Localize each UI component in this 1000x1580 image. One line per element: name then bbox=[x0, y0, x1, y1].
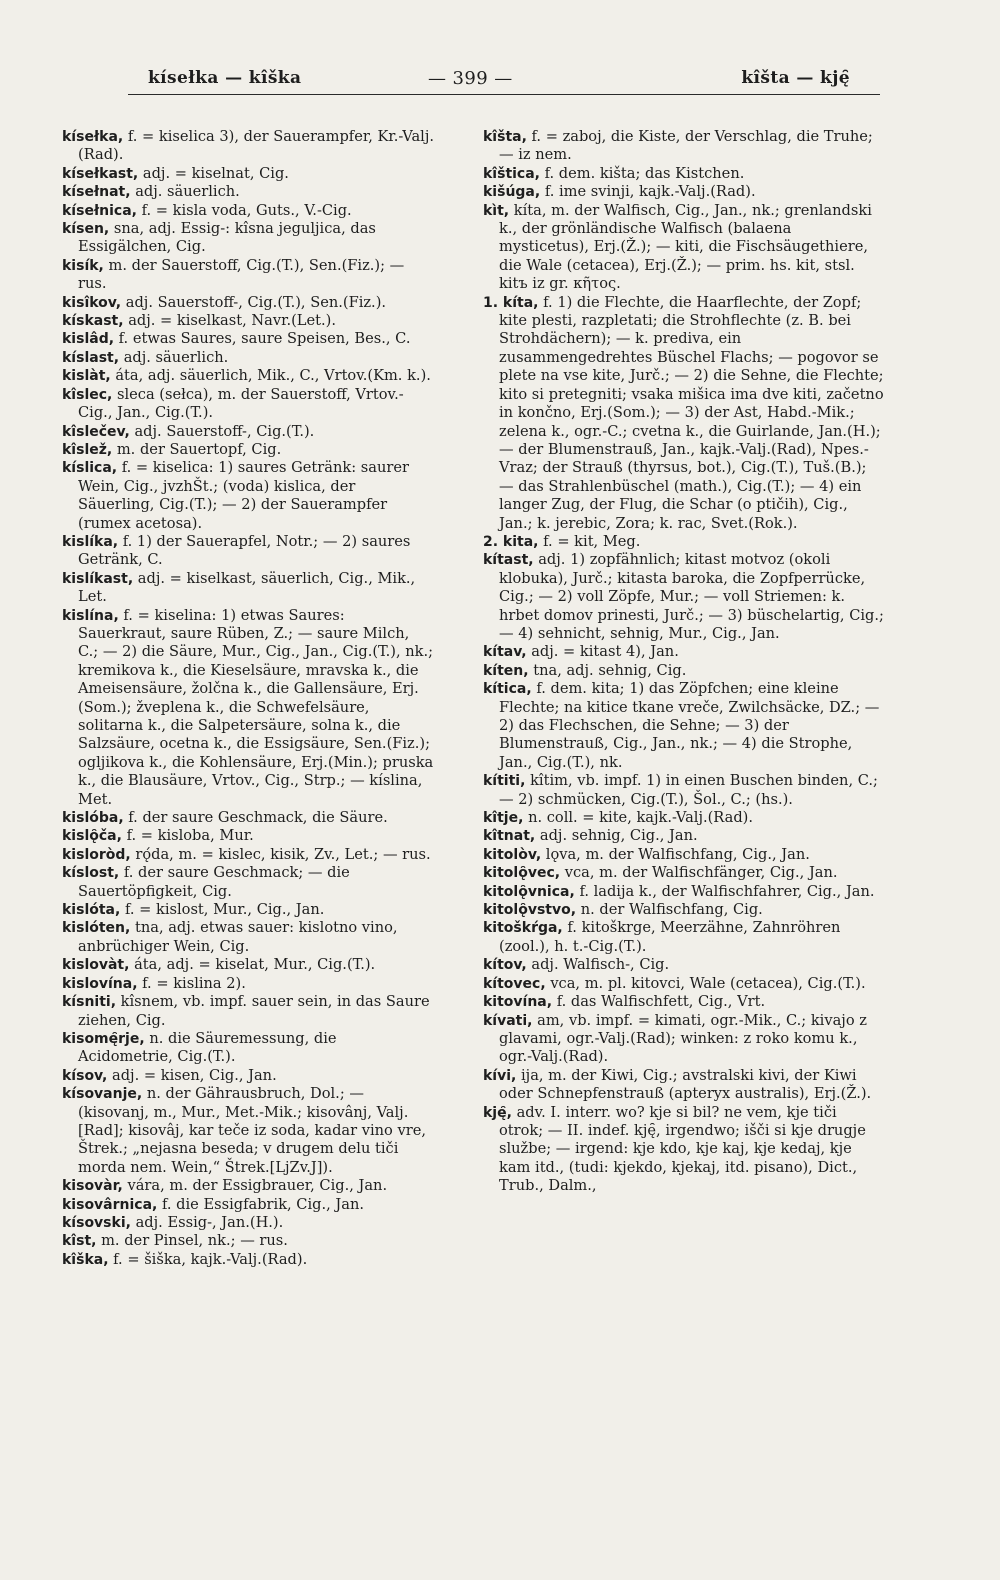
left-column bbox=[62, 128, 434, 1269]
dictionary-entry bbox=[483, 846, 885, 864]
dictionary-entry bbox=[62, 386, 434, 423]
entry-headword: 2. kita, bbox=[483, 533, 539, 550]
page-header bbox=[128, 64, 880, 95]
dictionary-entry bbox=[483, 975, 885, 993]
entry-definition: adj. säuerlich. bbox=[135, 183, 240, 201]
dictionary-entry bbox=[483, 1104, 885, 1196]
entry-headword: kislóten, bbox=[62, 920, 131, 937]
entry-definition: f. = kisloba, Mur. bbox=[126, 827, 254, 845]
entry-headword: kísovski, bbox=[62, 1214, 131, 1231]
entry-definition: f. = kislina 2). bbox=[142, 974, 246, 992]
entry-headword: kíslica, bbox=[62, 460, 118, 477]
entry-definition: adj. säuerlich. bbox=[123, 348, 229, 366]
dictionary-entry bbox=[62, 975, 434, 993]
entry-definition: f. = kit, Meg. bbox=[543, 532, 641, 550]
entry-headword: kitolǫ̑vnica, bbox=[483, 883, 575, 900]
entry-definition: lǫva, m. der Walfischfang, Cig., Jan. bbox=[545, 845, 810, 863]
entry-headword: kitolòv, bbox=[483, 846, 542, 863]
entry-headword: kísełka, bbox=[62, 129, 124, 145]
entry-definition: m. der Sauertopf, Cig. bbox=[116, 440, 282, 458]
dictionary-entry bbox=[62, 533, 434, 570]
entry-definition: f. = kiselica 3), der Sauerampfer, Kr.-Valj.(Rad). bbox=[78, 128, 435, 164]
dictionary-entry bbox=[62, 294, 434, 312]
entry-definition: f. ladija k., der Walfischfahrer, Cig., Jan. bbox=[579, 882, 875, 900]
entry-definition: f. der saure Geschmack, die Säure. bbox=[128, 809, 388, 827]
entry-headword: kîst, bbox=[62, 1233, 97, 1250]
entry-headword: kislíkast, bbox=[62, 570, 134, 587]
entry-definition: f. das Walfischfett, Cig., Vrt. bbox=[556, 993, 766, 1011]
entry-headword: kislovàt, bbox=[62, 957, 130, 974]
dictionary-entry bbox=[483, 864, 885, 882]
entry-definition: m. der Pinsel, nk.; — rus. bbox=[101, 1232, 288, 1250]
entry-definition: adj. = kiselnat, Cig. bbox=[142, 164, 289, 182]
dictionary-entry bbox=[483, 883, 885, 901]
dictionary-entry bbox=[483, 993, 885, 1011]
dictionary-entry bbox=[62, 165, 434, 183]
entry-definition: adj. Sauerstoff-, Cig.(T.), Sen.(Fiz.). bbox=[125, 293, 387, 311]
entry-definition: adj. Walfisch-, Cig. bbox=[531, 956, 670, 974]
entry-headword: kîslež, bbox=[62, 441, 113, 458]
entry-headword: kísov, bbox=[62, 1067, 108, 1084]
entry-headword: kislína, bbox=[62, 607, 119, 624]
entry-headword: kísniti, bbox=[62, 994, 117, 1011]
entry-definition: adv. I. interr. wo? kje si bil? ne vem, kje tiči otrok; — II. indef. kję̑, irgendwo; išči si kje drugje službe; — irgend: kje kdo, kje kaj, kje kedaj, kje kam itd., (tudi: kjekdo, kjekaj, itd. pisano), Dict., Trub., Dalm., bbox=[499, 1103, 866, 1195]
entry-headword: kítast, bbox=[483, 552, 534, 569]
entry-headword: kislíka, bbox=[62, 533, 119, 550]
entry-definition: f. dem. kišta; das Kistchen. bbox=[544, 164, 745, 182]
dictionary-entry bbox=[62, 312, 434, 330]
entry-definition: f. = kisla voda, Guts., V.-Cig. bbox=[141, 201, 352, 219]
entry-headword: kívi, bbox=[483, 1067, 517, 1084]
entry-definition: f. = kiselina: 1) etwas Saures: Sauerkraut, saure Rüben, Z.; — saure Milch, C.; — 2) die Säure, Mur., Cig., Jan., Cig.(T.), nk.; kremikova k., die Kieselsäure, mravska k., die Ameisensäure, žolčna k., die Gallensäure, Erj.(Som.); žveplena k., die Schwefelsäure, solitarna k., die Salpetersäure, solna k., die Salzsäure, ocetna k., die Essigsäure, Sen.(Fiz.); ogljikova k., die Kohlensäure, Erj.(Min.); pruska k., die Blausäure, Vrtov., Cig., Strp.; — kíslina, Met. bbox=[78, 606, 434, 808]
entry-definition: f. ime svinji, kajk.-Valj.(Rad). bbox=[544, 183, 756, 201]
entry-definition: f. etwas Saures, saure Speisen, Bes., C. bbox=[118, 330, 411, 348]
dictionary-entry bbox=[483, 643, 885, 661]
entry-headword: kítica, bbox=[483, 681, 532, 698]
entry-definition: áta, adj. = kiselat, Mur., Cig.(T.). bbox=[134, 956, 376, 974]
entry-headword: kitovína, bbox=[483, 994, 553, 1011]
entry-definition: ija, m. der Kiwi, Cig.; avstralski kivi, der Kiwi oder Schnepfenstrauß (apteryx australis), Erj.(Ž.). bbox=[499, 1066, 872, 1103]
entry-definition: n. coll. = kite, kajk.-Valj.(Rad). bbox=[528, 809, 754, 827]
entry-headword: kisîkov, bbox=[62, 294, 122, 311]
dictionary-entry bbox=[62, 919, 434, 956]
dictionary-entry bbox=[483, 128, 885, 165]
entry-definition: adj. = kiselkast, säuerlich, Cig., Mik., Let. bbox=[78, 569, 416, 606]
entry-definition: f. = kislost, Mur., Cig., Jan. bbox=[124, 901, 325, 919]
entry-headword: kísełnica, bbox=[62, 202, 137, 219]
entry-definition: n. der Walfischfang, Cig. bbox=[580, 901, 763, 919]
entry-headword: kîslečev, bbox=[62, 423, 130, 440]
entry-definition: n. die Säuremessung, die Acidometrie, Cig.(T.). bbox=[78, 1029, 337, 1066]
dictionary-entry bbox=[483, 809, 885, 827]
entry-headword: kitolǫ̑vstvo, bbox=[483, 902, 577, 919]
entry-definition: kíta, m. der Walfisch, Cig., Jan., nk.; grenlandski k., der grönländische Walfisch (balaena mysticetus), Erj.(Ž.); — kiti, die Fischsäugethiere, die Wale (cetacea), Erj.(Ž.); — prim. hs. kit, stsl. kitъ iz gr. κῆτος. bbox=[499, 201, 872, 293]
dictionary-entry bbox=[62, 441, 434, 459]
entry-headword: kitoškŕga, bbox=[483, 920, 563, 937]
entry-headword: kîtje, bbox=[483, 810, 524, 827]
entry-definition: adj. = kiselkast, Navr.(Let.). bbox=[128, 312, 336, 330]
entry-headword: kísen, bbox=[62, 221, 110, 238]
entry-definition: sna, adj. Essig-: kîsna jeguljica, das Essigälchen, Cig. bbox=[78, 220, 376, 256]
entry-headword: kítav, bbox=[483, 644, 527, 661]
entry-definition: kîtim, vb. impf. 1) in einen Buschen binden, C.; — 2) schmücken, Cig.(T.), Šol., C.; (hs.). bbox=[499, 772, 878, 808]
entry-headword: kję̑, bbox=[483, 1104, 512, 1121]
entry-headword: kíten, bbox=[483, 662, 529, 679]
entry-headword: kítov, bbox=[483, 957, 527, 974]
entry-headword: kislǫ̑ča, bbox=[62, 828, 122, 845]
entry-headword: kislóba, bbox=[62, 810, 124, 827]
dictionary-entry bbox=[62, 901, 434, 919]
entry-definition: kîsnem, vb. impf. sauer sein, in das Saure ziehen, Cig. bbox=[78, 993, 430, 1029]
dictionary-entry bbox=[62, 827, 434, 845]
entry-headword: kišúga, bbox=[483, 184, 541, 201]
entry-headword: kisomę̑rje, bbox=[62, 1030, 145, 1047]
entry-headword: kîšta, bbox=[483, 129, 527, 145]
entry-definition: f. = kiselica: 1) saures Getränk: saurer Wein, Cig., jvzhŠt.; (voda) kislica, der Säuerling, Cig.(T.); — 2) der Sauerampfer (rumex acetosa). bbox=[78, 459, 409, 532]
entry-definition: vca, m. pl. kitovci, Wale (cetacea), Cig.(T.). bbox=[550, 974, 866, 992]
entry-definition: adj. Sauerstoff-, Cig.(T.). bbox=[134, 422, 315, 440]
dictionary-entry bbox=[62, 864, 434, 901]
entry-definition: adj. Essig-, Jan.(H.). bbox=[135, 1213, 284, 1231]
dictionary-entry bbox=[62, 1177, 434, 1195]
dictionary-entry bbox=[62, 202, 434, 220]
dictionary-entry bbox=[62, 330, 434, 348]
entry-headword: kísełnat, bbox=[62, 184, 131, 201]
dictionary-entry bbox=[62, 570, 434, 607]
dictionary-entry bbox=[483, 901, 885, 919]
entry-headword: kîtnat, bbox=[483, 828, 536, 845]
page-number: — 399 — bbox=[428, 68, 513, 89]
entry-definition: f. die Essigfabrik, Cig., Jan. bbox=[162, 1195, 364, 1213]
right-column bbox=[483, 128, 885, 1196]
entry-headword: kisovârnica, bbox=[62, 1196, 158, 1213]
dictionary-entry bbox=[483, 294, 885, 533]
dictionary-entry bbox=[62, 423, 434, 441]
dictionary-entry bbox=[483, 1012, 885, 1067]
dictionary-entry bbox=[62, 1085, 434, 1177]
entry-definition: f. = šiška, kajk.-Valj.(Rad). bbox=[113, 1250, 308, 1268]
dictionary-entry bbox=[62, 1067, 434, 1085]
entry-definition: áta, adj. säuerlich, Mik., C., Vrtov.(Km. k.). bbox=[115, 367, 431, 385]
entry-headword: kitolǫ̑vec, bbox=[483, 865, 561, 882]
dictionary-entry bbox=[483, 772, 885, 809]
dictionary-entry bbox=[62, 1030, 434, 1067]
entry-headword: kítiti, bbox=[483, 773, 526, 790]
entry-headword: kisloròd, bbox=[62, 846, 131, 863]
dictionary-entry bbox=[62, 993, 434, 1030]
dictionary-entry bbox=[62, 257, 434, 294]
entry-headword: kísovanje, bbox=[62, 1086, 143, 1103]
entry-headword: kítovec, bbox=[483, 975, 546, 992]
dictionary-entry bbox=[483, 202, 885, 294]
entry-headword: kísełkast, bbox=[62, 165, 139, 182]
dictionary-entry bbox=[62, 1251, 434, 1269]
entry-definition: f. kitoškrge, Meerzähne, Zahnröhren (zool.), h. t.-Cig.(T.). bbox=[499, 919, 841, 955]
entry-headword: kislóta, bbox=[62, 902, 121, 919]
dictionary-entry bbox=[483, 165, 885, 183]
dictionary-entry bbox=[483, 919, 885, 956]
entry-headword: kisík, bbox=[62, 257, 104, 274]
entry-headword: 1. kíta, bbox=[483, 294, 539, 311]
entry-headword: kîška, bbox=[62, 1251, 109, 1268]
dictionary-entry bbox=[483, 183, 885, 201]
dictionary-entry bbox=[62, 607, 434, 809]
header-left-guideword: kísełka — kîška bbox=[148, 68, 302, 88]
entry-headword: kisovàr, bbox=[62, 1178, 123, 1195]
entry-headword: kíslost, bbox=[62, 865, 120, 882]
dictionary-entry bbox=[62, 956, 434, 974]
dictionary-entry bbox=[62, 846, 434, 864]
dictionary-entry bbox=[62, 220, 434, 257]
entry-definition: adj. = kitast 4), Jan. bbox=[531, 643, 679, 661]
dictionary-entry bbox=[62, 1232, 434, 1250]
entry-definition: f. dem. kita; 1) das Zöpfchen; eine kleine Flechte; na kitice tkane vreče, Zwilchsäcke, DZ.; — 2) das Flechschen, die Sehne; — 3) der Blumenstrauß, Cig., Jan., nk.; — 4) die Strophe, Jan., Cig.(T.), nk. bbox=[499, 680, 880, 771]
entry-definition: m. der Sauerstoff, Cig.(T.), Sen.(Fiz.); — rus. bbox=[78, 256, 405, 293]
entry-definition: adj. sehnig, Cig., Jan. bbox=[539, 827, 698, 845]
entry-definition: adj. = kisen, Cig., Jan. bbox=[112, 1066, 277, 1084]
dictionary-entry bbox=[62, 183, 434, 201]
dictionary-entry bbox=[62, 809, 434, 827]
entry-headword: kívati, bbox=[483, 1012, 533, 1029]
entry-definition: am, vb. impf. = kimati, ogr.-Mik., C.; kivajo z glavami, ogr.-Valj.(Rad); winken: z roko komu k., ogr.-Valj.(Rad). bbox=[499, 1011, 867, 1066]
entry-definition: rǫ́da, m. = kislec, kisik, Zv., Let.; — rus. bbox=[135, 845, 431, 863]
entry-definition: adj. 1) zopfähnlich; kitast motvoz (okoli klobuka), Jurč.; kitasta baroka, die Zopfperrücke, Cig.; — 2) voll Zöpfe, Mur.; — voll Striemen: k. hrbet domov prinesti, Jurč.; — 3) büschelartig, Cig.; — 4) sehnicht, sehnig, Mur., Cig., Jan. bbox=[499, 551, 884, 642]
entry-definition: sleca (sełca), m. der Sauerstoff, Vrtov.-Cig., Jan., Cig.(T.). bbox=[78, 385, 404, 422]
dictionary-entry bbox=[483, 551, 885, 643]
dictionary-entry bbox=[483, 680, 885, 772]
dictionary-entry bbox=[483, 1067, 885, 1104]
dictionary-entry bbox=[483, 533, 885, 551]
entry-definition: f. 1) die Flechte, die Haarflechte, der Zopf; kite plesti, razpletati; die Strohflechte (z. B. bei Strohdächern); — k. prediva, ein zusammengedrehtes Büschel Flachs; — pogovor se plete na vse kite, Jurč.; — 2) die Sehne, die Flechte; kito si pretegniti; vsaka mišica ima dve kiti, začetno in končno, Erj.(Som.); — 3) der Ast, Habd.-Mik.; zelena k., ogr.-C.; cvetna k., die Guirlande, Jan.(H.); — der Blumenstrauß, Jan., kajk.-Valj.(Rad), Npes.-Vraz; der Strauß (thyrsus, bot.), Cig.(T.), Tuš.(B.); — das Strahlenbüschel (math.), Cig.(T.); — 4) ein langer Zug, der Flug, die Schar (o ptičih), Cig., Jan.; k. jerebic, Zora; k. rac, Svet.(Rok.). bbox=[499, 293, 884, 532]
entry-headword: kìt, bbox=[483, 202, 510, 219]
dictionary-entry bbox=[62, 1196, 434, 1214]
dictionary-entry bbox=[62, 349, 434, 367]
dictionary-entry bbox=[62, 459, 434, 533]
dictionary-entry bbox=[483, 662, 885, 680]
entry-headword: kislâd, bbox=[62, 331, 115, 348]
header-right-guideword: kîšta — kję̑ bbox=[741, 68, 850, 88]
entry-definition: vára, m. der Essigbrauer, Cig., Jan. bbox=[127, 1177, 388, 1195]
entry-headword: kíslast, bbox=[62, 349, 120, 366]
dictionary-entry bbox=[483, 956, 885, 974]
entry-headword: kîštica, bbox=[483, 165, 540, 182]
entry-definition: tna, adj. sehnig, Cig. bbox=[533, 661, 687, 679]
entry-definition: f. 1) der Sauerapfel, Notr.; — 2) saures Getränk, C. bbox=[78, 532, 411, 569]
entry-definition: tna, adj. etwas sauer: kislotno vino, anbrüchiger Wein, Cig. bbox=[78, 919, 398, 955]
entry-headword: kískast, bbox=[62, 313, 124, 330]
entry-definition: n. der Gährausbruch, Dol.; — (kisovanj, m., Mur., Met.-Mik.; kisovânj, Valj. [Rad]; kisovâj, kar teče iz soda, kadar vino vre, Štrek.; „nejasna beseda; v drugem delu tiči morda nem. Wein,“ Štrek.[LjZv.J]). bbox=[78, 1085, 426, 1176]
entry-definition: f. = zaboj, die Kiste, der Verschlag, die Truhe; — iz nem. bbox=[499, 128, 873, 164]
entry-definition: vca, m. der Walfischfänger, Cig., Jan. bbox=[564, 864, 838, 882]
dictionary-entry bbox=[62, 1214, 434, 1232]
dictionary-entry bbox=[483, 827, 885, 845]
dictionary-entry bbox=[62, 128, 434, 165]
entry-headword: kislovína, bbox=[62, 975, 138, 992]
entry-headword: kislàt, bbox=[62, 368, 111, 385]
entry-definition: f. der saure Geschmack; — die Sauertöpfigkeit, Cig. bbox=[78, 864, 350, 900]
dictionary-entry bbox=[62, 367, 434, 385]
entry-headword: kîslec, bbox=[62, 386, 113, 403]
